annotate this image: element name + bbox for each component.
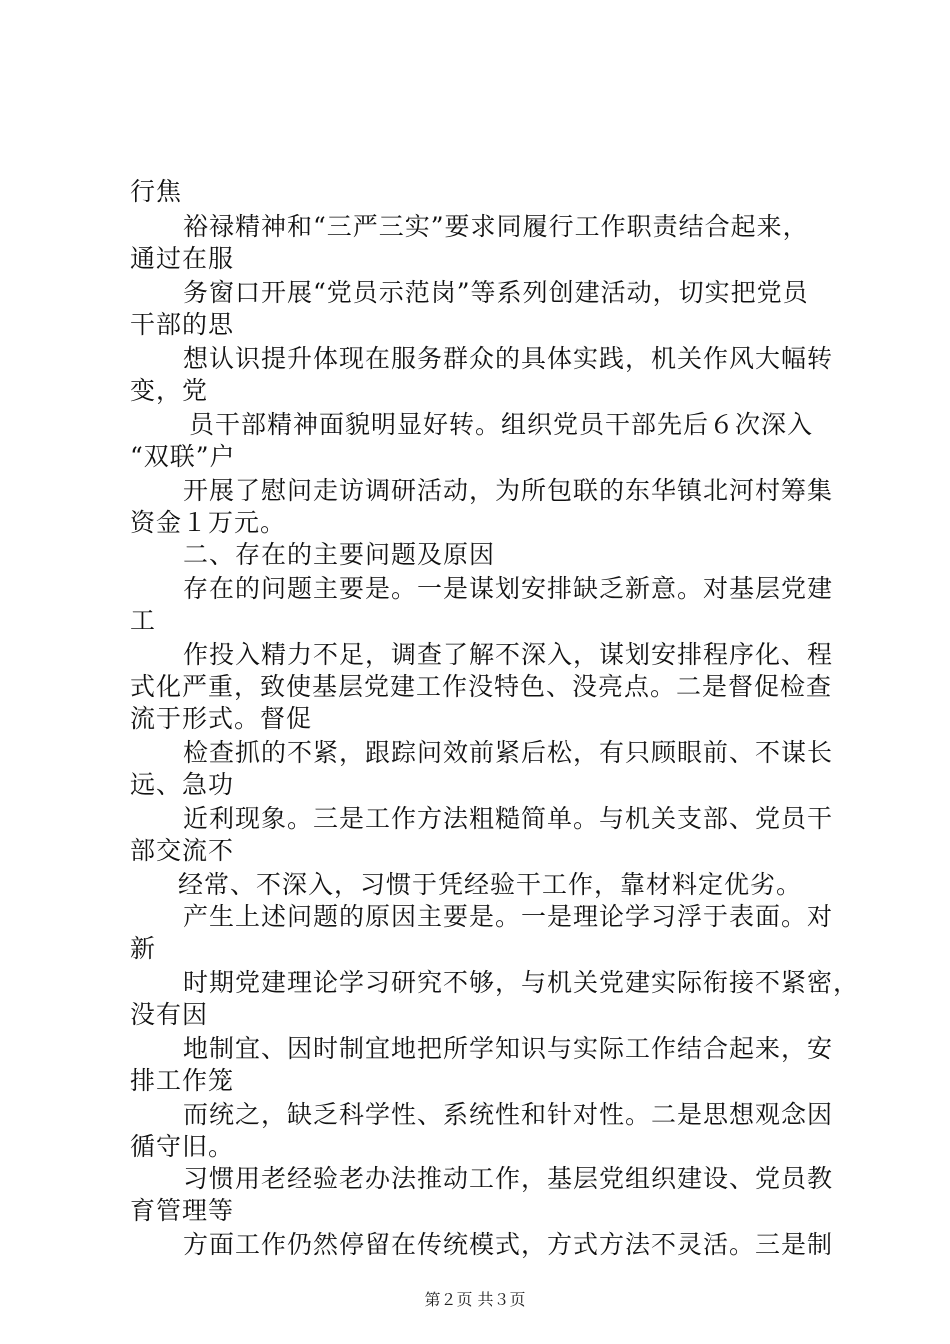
text-line: 检查抓的不紧，跟踪问效前紧后松，有只顾眼前、不谋长 (183, 738, 834, 767)
text-line: 而统之，缺乏科学性、系统性和针对性。二是思想观念因 (183, 1100, 834, 1129)
text-line: 工 (130, 606, 157, 635)
text-line: 部交流不 (130, 836, 235, 865)
text-line: 近利现象。三是工作方法粗糙简单。与机关支部、党员干 (183, 804, 834, 833)
text-line: 资金１万元。 (130, 508, 287, 537)
text-line: 产生上述问题的原因主要是。一是理论学习浮于表面。对 (183, 902, 834, 931)
text-line: 变，党 (130, 376, 209, 405)
text-line: 习惯用老经验老办法推动工作，基层党组织建设、党员教 (183, 1164, 834, 1193)
text-line: 务窗口开展“党员示范岗”等系列创建活动，切实把党员 (183, 278, 809, 307)
text-line: 作投入精力不足，调查了解不深入，谋划安排程序化、程 (183, 640, 834, 669)
text-line: 经常、不深入，习惯于凭经验干工作，靠材料定优劣。 (178, 870, 803, 899)
text-line: 远、急功 (130, 770, 235, 799)
text-line: 式化严重，致使基层党建工作没特色、没亮点。二是督促检查 (130, 672, 833, 701)
text-line: 干部的思 (130, 310, 235, 339)
text-line: 排工作笼 (130, 1066, 235, 1095)
page-number-footer: 第２页 共３页 (424, 1290, 526, 1309)
text-line: 循守旧。 (130, 1132, 235, 1161)
text-line: 流于形式。督促 (130, 704, 313, 733)
text-line: 行焦 (130, 177, 183, 206)
text-line: 存在的问题主要是。一是谋划安排缺乏新意。对基层党建 (183, 574, 834, 603)
text-line: 时期党建理论学习研究不够，与机关党建实际衔接不紧密， (183, 968, 860, 997)
text-line: 想认识提升体现在服务群众的具体实践，机关作风大幅转 (183, 344, 834, 373)
text-line: 通过在服 (130, 244, 235, 273)
text-line: 方面工作仍然停留在传统模式，方式方法不灵活。三是制 (183, 1230, 834, 1259)
text-line: 开展了慰问走访调研活动，为所包联的东华镇北河村筹集 (183, 476, 834, 505)
text-line: 地制宜、因时制宜地把所学知识与实际工作结合起来，安 (183, 1034, 834, 1063)
text-line: 没有因 (130, 1000, 209, 1029)
text-line: “双联”户 (130, 442, 236, 471)
text-line: 新 (130, 934, 157, 963)
text-line: 裕禄精神和“三严三实”要求同履行工作职责结合起来， (183, 212, 809, 241)
text-line: 育管理等 (130, 1196, 235, 1225)
section-heading: 二、存在的主要问题及原因 (183, 540, 496, 569)
text-line: 员干部精神面貌明显好转。组织党员干部先后６次深入 (189, 410, 814, 439)
